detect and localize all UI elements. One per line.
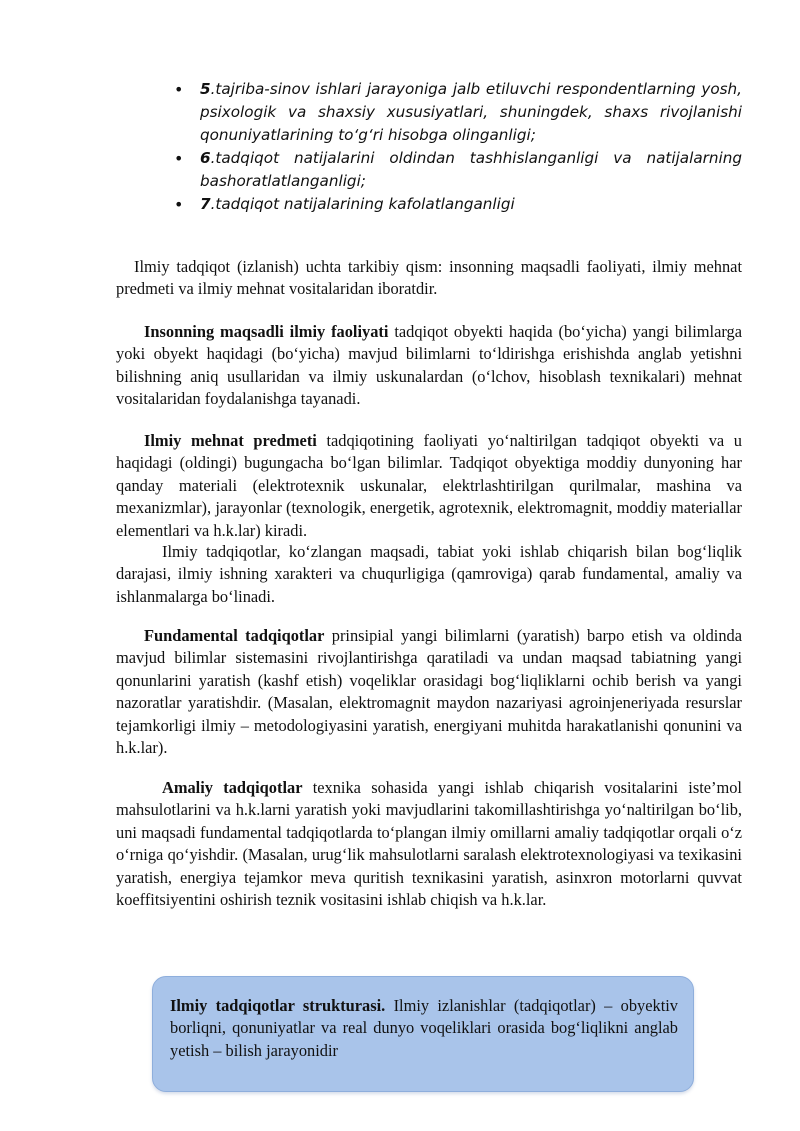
term-bold: Amaliy tadqiqotlar	[162, 778, 303, 797]
purposeful-activity-paragraph: Insonning maqsadli ilmiy faoliyati tadqiqot obyekti haqida (bo‘yicha) yangi bilimlarga yoki obyekt haqidagi (bo‘yicha) mavjud bilimlarni to‘ldirishga erishishda anglab yetishni bilishning aniq usullaridan va ilmiy uskunalardan (o‘lchov, hisoblash texnikalari) mehnat vositalaridan foydalanishga tayanadi.	[116, 322, 743, 409]
term-bold: Ilmiy mehnat predmeti	[144, 431, 317, 450]
subject-paragraph: Ilmiy mehnat predmeti tadqiqotining faoliyati yo‘naltirilgan tadqiqot obyekti va u haqidagi (oldingi) bugungacha bo‘lgan bilimlar. Tadqiqot obyektiga moddiy dunyoning har qanday materiali (elektrotexnik uskunalar, elektrlashtirilgan qurilmalar, mashina va mexanizmlar), jarayonlar (texnologik, energetik, agrotexnik, elektromagnit, moddiy materiallar elementlari va h.k.lar) kiradi.	[116, 431, 742, 540]
term-bold: Fundamental tadqiqotlar	[144, 626, 325, 645]
term-bold: Insonning maqsadli ilmiy faoliyati	[144, 322, 389, 341]
list-item: • 7.tadqiqot natijalarining kafolatlanganligi	[174, 193, 742, 216]
research-structure-callout	[152, 976, 694, 1092]
classification-paragraph: Ilmiy tadqiqotlar, ko‘zlangan maqsadi, tabiat yoki ishlab chiqarish bilan bog‘liqlik darajasi, ilmiy ishning xarakteri va chuqurligiga (qamroviga) qarab fundamental, amaliy va ishlanmalarga bo‘linadi.	[116, 542, 742, 606]
applied-research-paragraph: Amaliy tadqiqotlar texnika sohasida yangi ishlab chiqarish vositalarini iste’mol mahsulotlarini va h.k.larni yaratish yoki mavjudlarini takomillashtirishga yo‘naltirilgan bo‘lib, uni maqsadi fundamental tadqiqotlarda to‘plangan ilmiy omillarni amaliy tadqiqotlar orqali o‘z o‘rniga qo‘yishdir. (Masalan, urug‘lik mahsulotlarni saralash elektrotexnologiyasi va texikasini yaratish, energiya tejamkor meva quritish texnikasini yaratish, asinxron motorlarni quvvat koeffitsiyentini oshirish teznik vositasini ishlab chiqish va h.k.lar.	[116, 778, 742, 910]
list-item: • 5.tajriba-sinov ishlari jarayoniga jalb etiluvchi respondentlarning yosh, psixologik va shaxsiy xususiyatlari, shuningdek, shaxs rivojlanishi qonuniyatlarining to‘g‘ri hisobga olinganligi;	[174, 78, 742, 147]
callout-text: Ilmiy tadqiqotlar strukturasi. Ilmiy izlanishlar (tadqiqotlar) – obyektiv borliqni, qonuniyatlar va real dunyo voqeliklari orasida bog‘liqlikni anglab yetish – bilish jarayonidir	[170, 996, 678, 1060]
list-item: • 6.tadqiqot natijalarini oldindan tashhislanganligi va natijalarning bashoratlatlanganligi;	[174, 147, 742, 193]
fundamental-research-paragraph: Fundamental tadqiqotlar prinsipial yangi bilimlarni (yaratish) barpo etish va oldinda mavjud bilimlar sistemasini rivojlantirishga qaratiladi va undan maqsad tabiatning yangi qonunlarini yaratish (kashf etish) voqeliklar orasidagi bog‘liqliklarni ochib berish va yangi nazoratlar yaratishdir. (Masalan, elektromagnit maydon nazariyasi agroinjeneriyada resurslar tejamkorligi ilmiy – metodologiyasini yaratish, energiyani muhitda harakatlanishi qonunini va h.k.lar).	[116, 626, 742, 758]
criteria-list	[174, 78, 742, 216]
term-bold: Ilmiy tadqiqotlar strukturasi.	[170, 996, 386, 1015]
intro-paragraph: Ilmiy tadqiqot (izlanish) uchta tarkibiy qism: insonning maqsadli faoliyati, ilmiy mehnat predmeti va ilmiy mehnat vositalaridan iboratdir.	[116, 257, 742, 299]
